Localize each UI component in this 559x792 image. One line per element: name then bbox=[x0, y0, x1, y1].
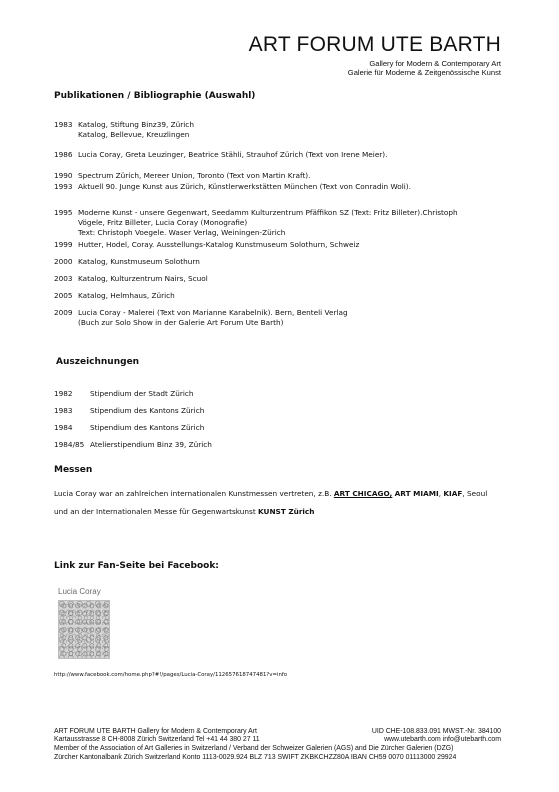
footer-web: www.utebarth.com info@utebarth.com bbox=[384, 736, 501, 743]
award-year: 1984 bbox=[54, 423, 73, 432]
publication-year: 1995 bbox=[54, 208, 73, 217]
award-text: Stipendium des Kantons Zürich bbox=[90, 406, 205, 415]
fairs-sep2: , Seoul bbox=[462, 489, 488, 498]
award-year: 1983 bbox=[54, 406, 73, 415]
publication-year: 1986 bbox=[54, 150, 73, 159]
footer-uid: UID CHE-108.833.091 MWST.-Nr. 384100 bbox=[371, 728, 501, 735]
publication-text bbox=[78, 171, 310, 181]
publication-year: 1983 bbox=[54, 120, 73, 129]
publication-year: 2005 bbox=[54, 291, 73, 300]
publication-text bbox=[78, 208, 458, 238]
gallery-title: ART FORUM UTE BARTH bbox=[248, 33, 501, 56]
footer-address: Kartausstrasse 8 CH-8008 Zürich Switzerland Tel +41 44 380 27 11 bbox=[54, 736, 260, 743]
award-year: 1984/85 bbox=[54, 440, 85, 449]
gallery-subtitle-de: Galerie für Moderne & Zeitgenössische Kunst bbox=[347, 68, 501, 77]
award-text: Stipendium des Kantons Zürich bbox=[90, 423, 205, 432]
fairs-text-line2 bbox=[54, 507, 314, 517]
fair-kiaf: KIAF bbox=[443, 489, 463, 498]
publication-year: 1993 bbox=[54, 182, 73, 191]
publication-line: Aktuell 90. Junge Kunst aus Zürich, Künstlerwerkstätten München (Text von Conradin Woli). bbox=[78, 182, 411, 191]
footer-gallery-name: ART FORUM UTE BARTH Gallery for Modern & Contemporary Art bbox=[54, 728, 257, 735]
footer-membership: Member of the Association of Art Galleries in Switzerland / Verband der Schweizer Galerien (AGS) and Die Zürcher Galerien (DZG) bbox=[54, 745, 454, 752]
facebook-link[interactable]: http://www.facebook.com/home.php?#!/pages/Lucia-Coray/112657618747481?v=info bbox=[54, 672, 288, 678]
fair-art-miami: ART MIAMI bbox=[394, 489, 439, 498]
publication-line: Text: Christoph Voegele. Waser Verlag, Weiningen-Zürich bbox=[78, 228, 286, 237]
facebook-thumb-label[interactable]: Lucia Coray bbox=[58, 587, 101, 596]
publication-line: Lucia Coray - Malerei (Text von Marianne Karabelnik). Bern, Benteli Verlag bbox=[78, 308, 348, 317]
publication-year: 2000 bbox=[54, 257, 73, 266]
facebook-heading: Link zur Fan-Seite bei Facebook: bbox=[54, 561, 219, 571]
publication-line: Spectrum Zürich, Mereer Union, Toronto (Text von Martin Kraft). bbox=[78, 171, 311, 180]
fairs-line2-intro: und an der Internationalen Messe für Gegenwartskunst bbox=[54, 507, 258, 516]
fairs-sep1: , bbox=[438, 489, 444, 498]
publication-text bbox=[78, 182, 411, 192]
gallery-subtitle-en: Gallery for Modern & Contemporary Art bbox=[369, 59, 501, 68]
publication-line: (Buch zur Solo Show in der Galerie Art Forum Ute Barth) bbox=[78, 318, 284, 327]
publication-line: Hutter, Hodel, Coray. Ausstellungs-Katalog Kunstmuseum Solothurn, Schweiz bbox=[78, 240, 360, 249]
publication-year: 1999 bbox=[54, 240, 73, 249]
publication-text bbox=[78, 308, 348, 328]
publication-line: Vögele, Fritz Billeter, Lucia Coray (Monografie) bbox=[78, 218, 248, 227]
publication-year: 2009 bbox=[54, 308, 73, 317]
fair-kunst-zurich: KUNST Zürich bbox=[258, 507, 315, 516]
fairs-heading: Messen bbox=[54, 465, 93, 475]
award-text: Atelierstipendium Binz 39, Zürich bbox=[90, 440, 212, 449]
footer-bank: Zürcher Kantonalbank Zürich Switzerland Konto 1113-0029.924 BLZ 713 SWIFT ZKBKCHZZ80A IBAN CH59 0070 01113000 29924 bbox=[54, 754, 457, 761]
award-year: 1982 bbox=[54, 389, 73, 398]
facebook-thumbnail-image[interactable] bbox=[58, 600, 110, 659]
publication-text bbox=[78, 274, 208, 284]
fairs-text-line1 bbox=[54, 489, 487, 499]
fair-art-chicago: ART CHICAGO, bbox=[333, 489, 393, 498]
publication-line: Katalog, Stiftung Binz39, Zürich bbox=[78, 120, 194, 129]
publication-text bbox=[78, 257, 200, 267]
publication-line: Katalog, Helmhaus, Zürich bbox=[78, 291, 175, 300]
publication-text bbox=[78, 150, 387, 160]
publication-line: Moderne Kunst - unsere Gegenwart, Seedamm Kulturzentrum Pfäffikon SZ (Text: Fritz Billeter).Christoph bbox=[78, 208, 458, 217]
publications-heading: Publikationen / Bibliographie (Auswahl) bbox=[54, 91, 256, 101]
publication-year: 1990 bbox=[54, 171, 73, 180]
publication-line: Katalog, Kulturzentrum Nairs, Scuol bbox=[78, 274, 208, 283]
publication-text bbox=[78, 240, 359, 250]
publication-line: Katalog, Bellevue, Kreuzlingen bbox=[78, 130, 190, 139]
fairs-intro: Lucia Coray war an zahlreichen internationalen Kunstmessen vertreten, z.B. bbox=[54, 489, 334, 498]
award-text: Stipendium der Stadt Zürich bbox=[90, 389, 194, 398]
awards-heading: Auszeichnungen bbox=[56, 357, 140, 367]
publication-year: 2003 bbox=[54, 274, 73, 283]
publication-line: Lucia Coray, Greta Leuzinger, Beatrice Stähli, Strauhof Zürich (Text von Irene Meier). bbox=[78, 150, 388, 159]
publication-text bbox=[78, 291, 175, 301]
publication-text bbox=[78, 120, 194, 140]
publication-line: Katalog, Kunstmuseum Solothurn bbox=[78, 257, 200, 266]
